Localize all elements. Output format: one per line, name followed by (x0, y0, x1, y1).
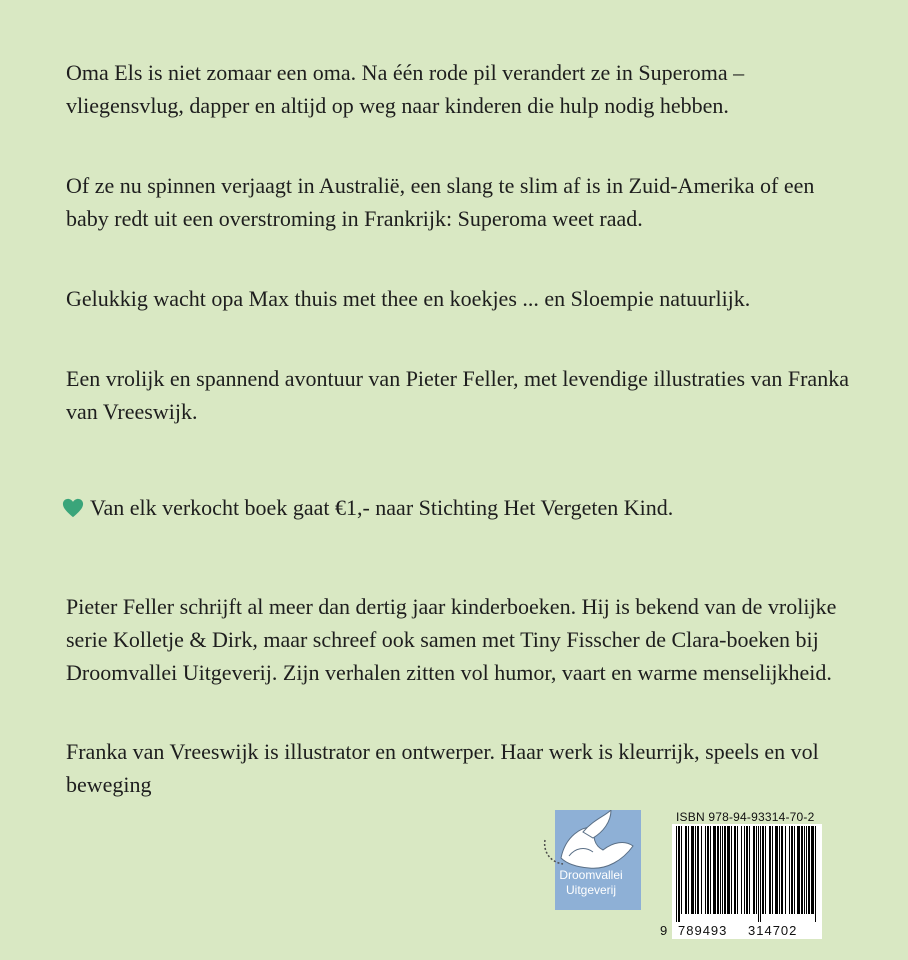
isbn-label: ISBN 978-94-93314-70-2 (676, 810, 815, 824)
barcode-bar (681, 826, 682, 914)
barcode-bar (697, 826, 699, 914)
barcode-bar (779, 826, 780, 914)
charity-text: Van elk verkocht boek gaat €1,- naar Stichting Het Vergeten Kind. (90, 495, 674, 520)
barcode-bar (772, 826, 773, 914)
barcode-bar (806, 826, 807, 914)
barcode-bar (722, 826, 723, 914)
barcode-bar (737, 826, 738, 914)
barcode-bar (678, 826, 680, 922)
barcode-bar (769, 826, 771, 914)
barcode-bar (724, 826, 726, 914)
barcode-bar (760, 826, 761, 922)
barcode-bar (808, 826, 810, 914)
barcode-digits-right: 314702 (748, 923, 798, 938)
author-bio: Pieter Feller schrijft al meer dan dertig jaar kinderboeken. Hij is bekend van de vrolijke serie Kolletje & Dirk, maar schreef ook samen met Tiny Fisscher de Clara-boeken bij Droomvallei Uitgeverij. Zijn verhalen zitten vol humor, vaart en warme menselijkheid. (66, 594, 837, 685)
barcode-bar (731, 826, 732, 914)
blurb-paragraph-1: Oma Els is niet zomaar een oma. Na één rode pil verandert ze in Superoma – vliegensvlug, dapper en altijd op weg naar kinderen die hulp nodig hebben. (66, 60, 745, 118)
barcode-digits-left: 789493 (678, 923, 728, 938)
barcode-bar (744, 826, 745, 914)
charity-note (62, 491, 852, 524)
barcode-bar (801, 826, 803, 914)
barcode-bar (804, 826, 805, 914)
barcode-bar (765, 826, 766, 914)
blurb-paragraph-4: Een vrolijk en spannend avontuur van Pieter Feller, met levendige illustraties van Franka van Vreeswijk. (66, 366, 849, 424)
barcode-bar (811, 826, 814, 914)
barcode-bar (789, 826, 790, 914)
barcode-bar (746, 826, 748, 914)
barcode-bar (741, 826, 742, 914)
barcode-bar (710, 826, 711, 914)
barcode-bar (815, 826, 816, 922)
publisher-name-line1: Droomvallei (559, 868, 623, 882)
barcode-bar (762, 826, 764, 914)
barcode-bar (797, 826, 800, 914)
illustrator-bio: Franka van Vreeswijk is illustrator en ontwerper. Haar werk is kleurrijk, speels en vol beweging (66, 739, 819, 797)
barcode-bar (794, 826, 795, 914)
barcode-bar (753, 826, 755, 914)
barcode (672, 824, 822, 939)
barcode-bar (688, 826, 689, 914)
barcode-bar (785, 826, 786, 914)
publisher-name-line2: Uitgeverij (565, 883, 616, 897)
barcode-bar (775, 826, 778, 914)
barcode-bar (685, 826, 687, 914)
heart-icon (62, 497, 84, 519)
blurb-paragraph-2: Of ze nu spinnen verjaagt in Australië, een slang te slim af is in Zuid-Amerika of een baby redt uit een overstroming in Frankrijk: Superoma weet raad. (66, 173, 815, 231)
barcode-bar (705, 826, 706, 914)
barcode-bar (734, 826, 736, 914)
barcode-bar (756, 826, 757, 914)
barcode-bars (672, 824, 822, 922)
blurb-paragraph-3: Gelukkig wacht opa Max thuis met thee en koekjes ... en Sloempie natuurlijk. (66, 286, 751, 311)
barcode-bar (758, 826, 759, 922)
barcode-bar (727, 826, 730, 914)
barcode-bar (791, 826, 793, 914)
barcode-bar (781, 826, 783, 914)
barcode-bar (707, 826, 709, 914)
publisher-logo (541, 810, 641, 910)
barcode-bar (676, 826, 677, 922)
barcode-bar (701, 826, 702, 914)
barcode-bar (749, 826, 750, 914)
barcode-digit-first: 9 (660, 923, 669, 938)
barcode-bar (695, 826, 696, 914)
barcode-bar (720, 826, 721, 914)
barcode-bar (713, 826, 716, 914)
barcode-bar (691, 826, 694, 914)
barcode-bar (717, 826, 719, 914)
